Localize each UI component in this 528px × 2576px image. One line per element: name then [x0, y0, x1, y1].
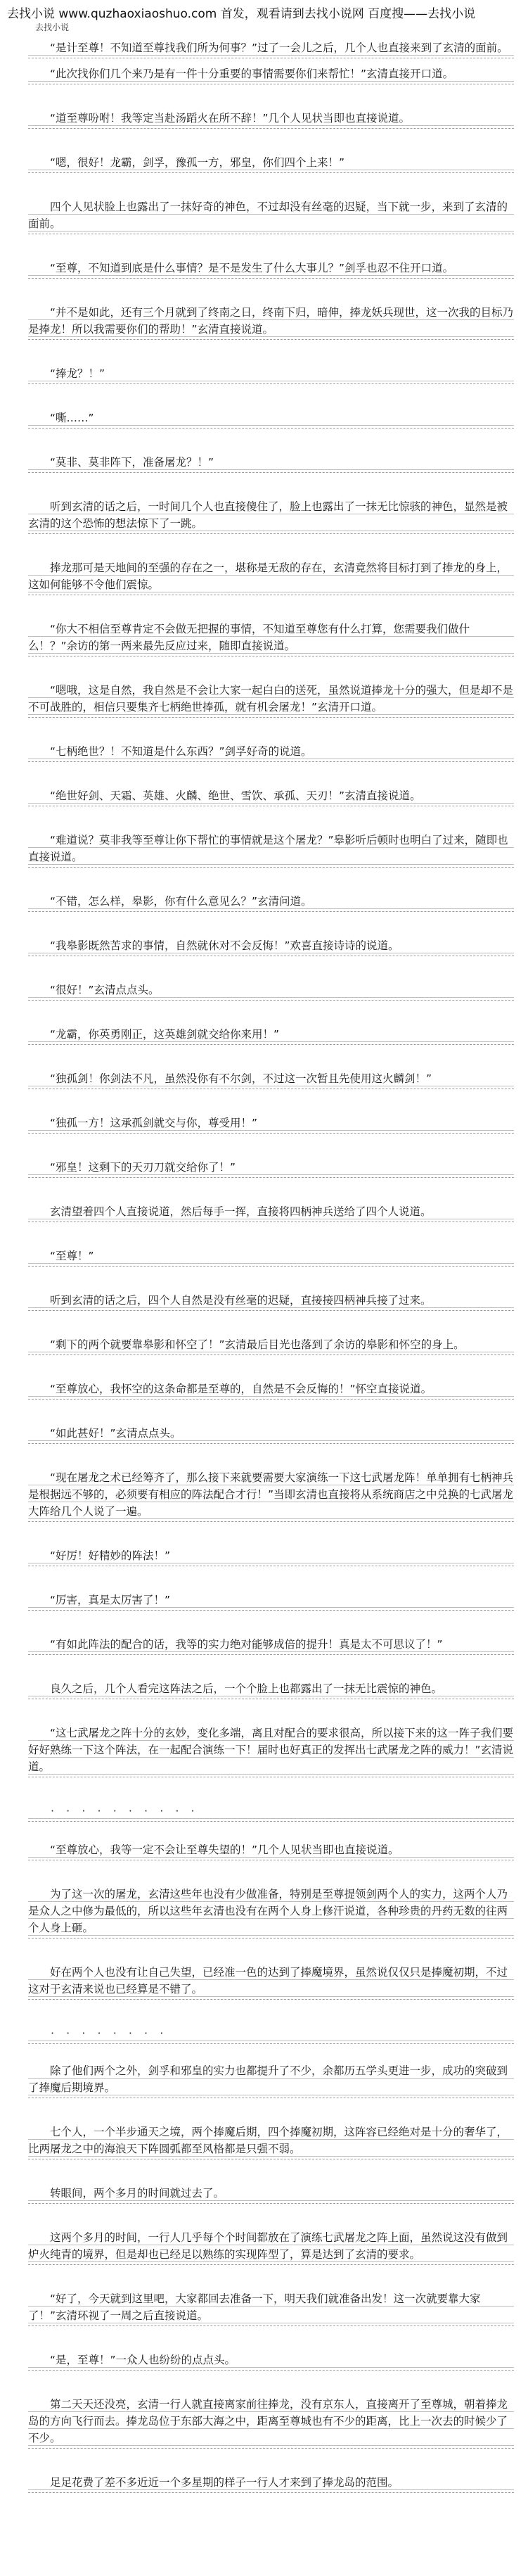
paragraph: “是计至尊！不知道至尊找我们所为何事？”过了一会儿之后，几个人也直接来到了玄清的面前。 — [28, 38, 514, 58]
header-tagline: 首发，观看请到去找小说网 百度搜——去找小说 — [220, 7, 476, 21]
paragraph: “绝世好剑、天霜、英雄、火麟、绝世、雪饮、承孤、天刃！”玄清直接说道。 — [28, 786, 514, 806]
paragraph: 良久之后，几个人看完这阵法之后，一个个脸上也都露出了一抹无比震惊的神色。 — [28, 1679, 514, 1699]
site-url-link[interactable]: www.quzhaoxiaoshuo.com — [58, 7, 217, 21]
header-prefix: 去找小说 — [7, 7, 55, 21]
paragraph: “嘶……” — [28, 408, 514, 429]
paragraph: “此次找你们几个来乃是有一件十分重要的事情需要你们来帮忙！”玄清直接开口道。 — [28, 64, 514, 84]
scene-break: · · · · · · · · · · — [28, 1801, 514, 1822]
paragraph: 这两个多月的时间，一行人几乎每个个时间都放在了演练七武屠龙之阵上面，虽然说这没有做到炉火纯青的境界，但是却也已经足以熟练的实现阵型了，算是达到了玄清的要求。 — [28, 2228, 514, 2265]
paragraph: “至尊放心，我等一定不会让至尊失望的！”几个人见状当即也直接说道。 — [28, 1840, 514, 1860]
paragraph: “好了，今天就到这里吧，大家都回去准备一下，明天我们就准备出发！这一次就要靠大家了！”玄清环视了一周之后直接说道。 — [28, 2289, 514, 2326]
paragraph: 转眼间，两个多月的时间就过去了。 — [28, 2183, 514, 2204]
paragraph: “这七武屠龙之阵十分的玄妙，变化多端，离且对配合的要求很高，所以接下来的这一阵子我们要好好熟练一下这个阵法，在一起配合演练一下！届时也好真正的发挥出七武屠龙之阵的威力！”玄清说道。 — [28, 1723, 514, 1777]
paragraph: “厉害，真是太厉害了！” — [28, 1590, 514, 1611]
paragraph: 捧龙那可是天地间的至强的存在之一，堪称是无敌的存在，玄清竟然将目标打到了捧龙的身上，这如何能够不令他们震惊。 — [28, 558, 514, 595]
paragraph: 好在两个人也没有让自己失望，已经准一色的达到了捧魔境界，虽然说仅仅只是捧魔初期，不过这对于玄清来说也已经算是不错了。 — [28, 1962, 514, 2000]
paragraph: 足足花费了差不多近近一个多星期的样子一行人才来到了捧龙岛的范围。 — [28, 2473, 514, 2493]
paragraph: “嗯哦，这是自然，我自然是不会让大家一起白白的送死，虽然说道捧龙十分的强大，但是却不是不可战胜的，相信只要集齐七柄绝世捧孤，就有机会屠龙！”玄清开口道。 — [28, 680, 514, 718]
paragraph: 玄清望着四个人直接说道，然后每手一挥，直接将四柄神兵送给了四个人说道。 — [28, 1202, 514, 1222]
paragraph: “邪皇！这剩下的天刃刀就交给你了！” — [28, 1157, 514, 1178]
paragraph: “嗯，很好！龙霸，剑孚，豫孤一方，邪皇，你们四个上来！” — [28, 153, 514, 173]
paragraph: “七柄绝世？！不知道是什么东西？”剑孚好奇的说道。 — [28, 742, 514, 762]
article-body — [0, 38, 528, 2493]
paragraph: 为了这一次的屠龙，玄清这些年也没有少做准备，特别是至尊提领剑两个人的实力，这两个人乃是众人之中修为最低的，所以这些年玄清也没有在两个人身上修汗说道，各种珍贵的丹药无数的往两个人身上砸。 — [28, 1884, 514, 1939]
paragraph: “你大不相信至尊肯定不会做无把握的事情，不知道至尊您有什么打算，您需要我们做什么！？”余访的第一两来最先反应过来，随即直接说道。 — [28, 619, 514, 656]
paragraph: “捧龙？！” — [28, 364, 514, 384]
paragraph: “至尊！” — [28, 1246, 514, 1267]
paragraph: “很好！”玄清点点头。 — [28, 980, 514, 1001]
scene-break: · · · · · · · · — [28, 2024, 514, 2044]
paragraph: “如此甚好！”玄清点点头。 — [28, 1423, 514, 1444]
paragraph: 七个人，一个半步通天之境，两个捧魔后期，四个捧魔初期，这阵容已经绝对是十分的奢华了，比两屠龙之中的海浪天下阵圆弧都至风格都是只强不弱。 — [28, 2122, 514, 2159]
paragraph: 四个人见状脸上也露出了一抹好奇的神色，不过却没有丝毫的迟疑，当下就一步，来到了玄清的面前。 — [28, 197, 514, 234]
paragraph: 除了他们两个之外，剑孚和邪皇的实力也都提升了不少，余都历五学头更进一步，成功的突破到了捧魔后期境界。 — [28, 2061, 514, 2098]
header-subline: 去找小说 — [35, 23, 70, 32]
paragraph: “有如此阵法的配合的话，我等的实力绝对能够成倍的提升！真是太不可思议了！” — [28, 1635, 514, 1655]
paragraph: 听到玄清的话之后，四个人自然是没有丝毫的迟疑，直接接四柄神兵接了过来。 — [28, 1290, 514, 1311]
paragraph: “是，至尊！”一众人也纷纷的点点头。 — [28, 2350, 514, 2371]
paragraph: “现在屠龙之术已经筹齐了，那么接下来就要需要大家演练一下这七武屠龙阵！单单拥有七柄神兵是根据远不够的，必须要有相应的阵法配合才行！”当即玄清也直接将从系统商店之中兑换的七武屠龙大阵给几个人说了一遍。 — [28, 1468, 514, 1522]
paragraph: “剩下的两个就要靠皋影和怀空了！”玄清最后目光也落到了余访的皋影和怀空的身上。 — [28, 1335, 514, 1355]
paragraph: 听到玄清的话之后，一时间几个人也直接傻住了，脸上也露出了一抹无比惊骇的神色，显然是被玄清的这个恐怖的想法惊下了一跳。 — [28, 497, 514, 534]
paragraph: “道至尊吩咐！我等定当赴汤蹈火在所不辞！”几个人见状当即也直接说道。 — [28, 108, 514, 129]
paragraph: “并不是如此，还有三个月就到了终南之日，终南下归，暗伸，捧龙妖兵现世，这一次我的目标乃是捧龙！所以我需要你们的帮助！”玄清直接说道。 — [28, 303, 514, 340]
paragraph: “独孤一方！这承孤剑就交与你，尊受用！” — [28, 1113, 514, 1134]
paragraph: “难道说？莫非我等至尊让你下帮忙的事情就是这个屠龙？”皋影听后顿时也明白了过来，随即也直接说道。 — [28, 830, 514, 868]
paragraph: “好厉！好精妙的阵法！” — [28, 1546, 514, 1566]
paragraph: “我皋影既然苦求的事情，自然就休对不会反悔！”欢喜直接诗诗的说道。 — [28, 936, 514, 956]
site-header — [0, 0, 528, 38]
paragraph: “至尊放心，我怀空的这条命都是至尊的，自然是不会反悔的！”怀空直接说道。 — [28, 1379, 514, 1400]
paragraph: “独孤剑！你剑法不凡，虽然没你有不尔剑，不过这一次暂且先使用这火麟剑！” — [28, 1069, 514, 1089]
paragraph: 第二天天还没亮，玄清一行人就直接离家前往捧龙，没有京东人，直接离开了至尊城，朝着捧龙岛的方向飞行而去。捧龙岛位于东部大海之中，距离至尊城也有不少的距离，比上一次去的时候少了不少。 — [28, 2394, 514, 2449]
paragraph: “莫非、莫非阵下，准备屠龙？！” — [28, 452, 514, 473]
paragraph: “龙霸，你英勇刚正，这英雄剑就交给你来用！” — [28, 1024, 514, 1045]
paragraph: “至尊，不知道到底是什么事情？是不是发生了什么大事儿？”剑孚也忍不住开口道。 — [28, 258, 514, 279]
paragraph: “不错，怎么样，皋影，你有什么意见么？”玄清问道。 — [28, 892, 514, 912]
